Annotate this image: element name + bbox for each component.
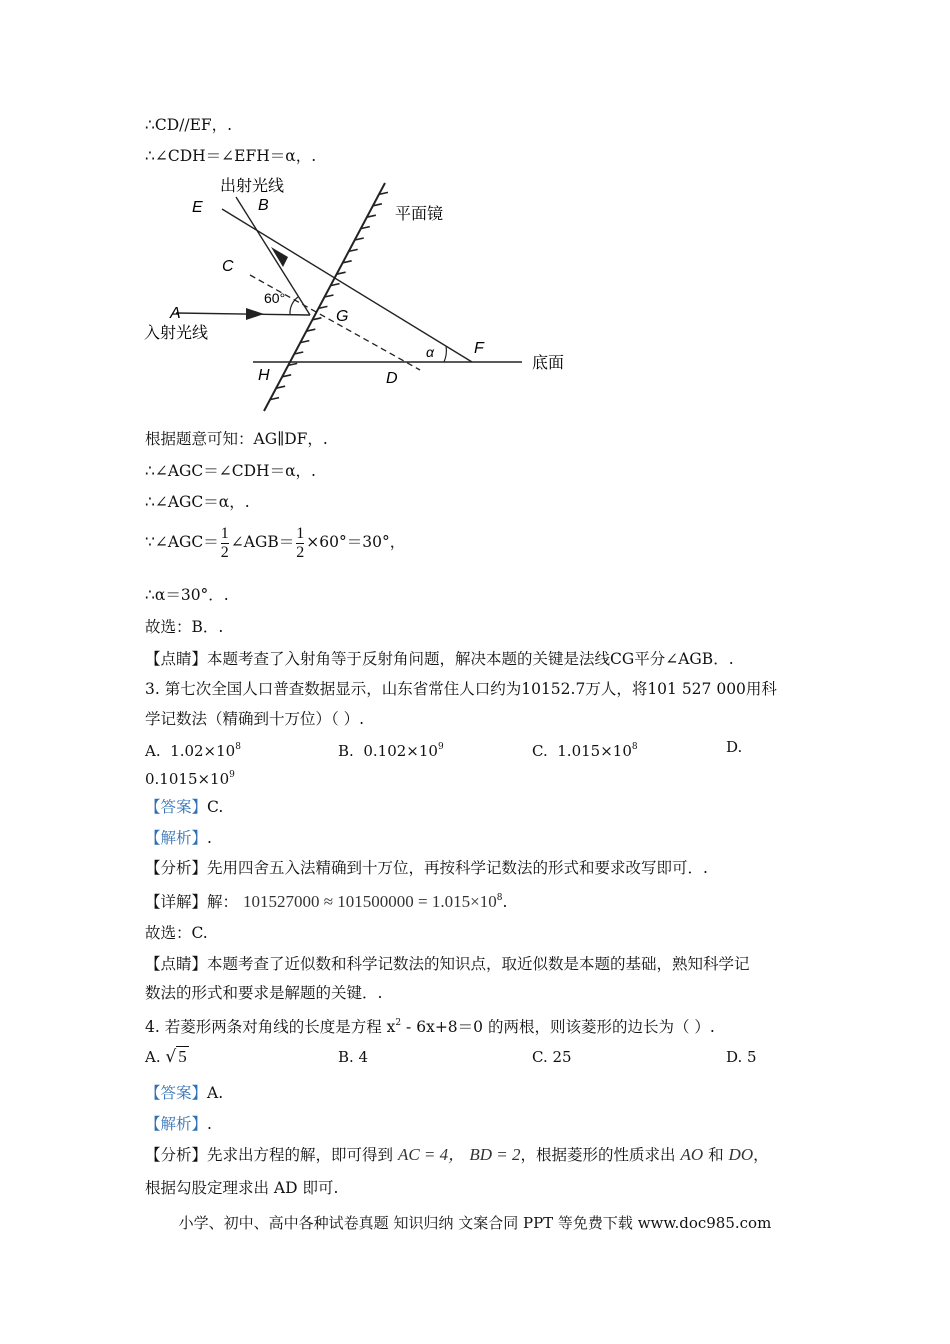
- line-ef: [222, 209, 472, 362]
- q4-answer: 【答案】A.: [145, 1084, 224, 1102]
- fraction-half-1: $\frac{1}{2}$: [220, 524, 229, 561]
- label-c: C: [222, 258, 234, 275]
- label-d: D: [386, 370, 398, 387]
- line-alpha-30: ∴α＝30°．.: [145, 586, 229, 604]
- q3-analysis: 【解析】.: [145, 829, 212, 847]
- label-alpha: α: [426, 344, 434, 360]
- q4-option-d: D. 5: [726, 1048, 757, 1066]
- q3-option-c: C. $1.015\times 10^8$: [532, 742, 638, 760]
- label-h: H: [258, 367, 270, 384]
- q3-stem-2: 学记数法（精确到十万位）（ ）.: [145, 710, 365, 728]
- q4-option-b: B. 4: [338, 1048, 369, 1066]
- fraction-half-2: $\frac{1}{2}$: [296, 524, 305, 561]
- label-floor: 底面: [532, 355, 565, 372]
- label-f: F: [474, 340, 484, 357]
- line-angle-agc-alpha: ∴∠AGC＝α，.: [145, 493, 250, 511]
- q4-stem: 4. 若菱形两条对角线的长度是方程 $x^2 - 6x+8=0$ 的两根，则该菱形的边长为（ ）.: [145, 1018, 715, 1036]
- line-ag-parallel-df: 根据题意可知：AG∥DF，.: [145, 430, 328, 448]
- label-e: E: [192, 199, 203, 216]
- q4-last-line: 根据勾股定理求出 AD 即可.: [145, 1179, 339, 1197]
- reflection-figure: [140, 175, 590, 415]
- l6-pre: ∵∠AGC＝: [145, 533, 219, 551]
- q3-dianjing-1: 【点睛】本题考查了近似数和科学记数法的知识点，取近似数是本题的基础，熟知科学记: [145, 955, 750, 973]
- line-angle-cdh: ∴∠CDH＝∠EFH＝α，.: [145, 147, 317, 165]
- q3-answer: 【答案】C.: [145, 798, 224, 816]
- label-in-ray: 入射光线: [144, 325, 209, 342]
- q4-fenxi: 【分析】先求出方程的解，即可得到 AC = 4， BD = 2，根据菱形的性质求出 AO 和 DO，: [145, 1145, 769, 1164]
- l6-post: ×60°＝30°，: [306, 533, 406, 551]
- line-choose-b: 故选：B．.: [145, 618, 224, 636]
- line-dianjing-q2: 【点睛】本题考查了入射角等于反射角问题，解决本题的关键是法线CG平分∠AGB．.: [145, 650, 734, 668]
- line-angle-agc-half: [145, 522, 405, 562]
- q3-option-b: B. $0.102\times 10^9$: [338, 742, 444, 760]
- page-footer: 小学、初中、高中各种试卷真题 知识归纳 文案合同 PPT 等免费下载 www.doc985.com: [178, 1214, 772, 1232]
- q3-choose: 故选：C.: [145, 924, 208, 942]
- line-cd-parallel-ef: ∴CD//EF，.: [145, 116, 233, 134]
- angle-arc-alpha: [444, 346, 446, 362]
- q4-option-a: A. √ 5: [145, 1047, 187, 1067]
- q3-detail: 【详解】解： $101527000 \approx 101500000 = 1.015\times 10^8$.: [145, 892, 508, 911]
- label-angle-60: 60°: [264, 290, 286, 306]
- q3-option-d-value: $0.1015\times 10^9$: [145, 770, 235, 788]
- label-g: G: [336, 308, 349, 325]
- l6-mid: ∠AGB＝: [230, 533, 295, 551]
- q4-analysis: 【解析】.: [145, 1115, 212, 1133]
- q3-option-d-label: D.: [726, 738, 743, 756]
- q3-dianjing-2: 数法的形式和要求是解题的关键．.: [145, 984, 383, 1002]
- q3-fenxi: 【分析】先用四舍五入法精确到十万位，再按科学记数法的形式和要求改写即可．.: [145, 859, 708, 877]
- label-out-ray: 出射光线: [220, 178, 285, 195]
- label-mirror: 平面镜: [395, 206, 444, 223]
- q3-option-a: A. $1.02\times 10^8$: [145, 742, 241, 760]
- label-b: B: [258, 197, 269, 214]
- label-a: A: [170, 305, 181, 322]
- incoming-arrow: [246, 308, 264, 320]
- q3-stem-1: 3. 第七次全国人口普查数据显示，山东省常住人口约为10152.7万人，将101 527 000用科: [145, 680, 777, 698]
- q4-option-c: C. 25: [532, 1048, 572, 1066]
- line-angle-agc-cdh: ∴∠AGC＝∠CDH＝α，.: [145, 462, 316, 480]
